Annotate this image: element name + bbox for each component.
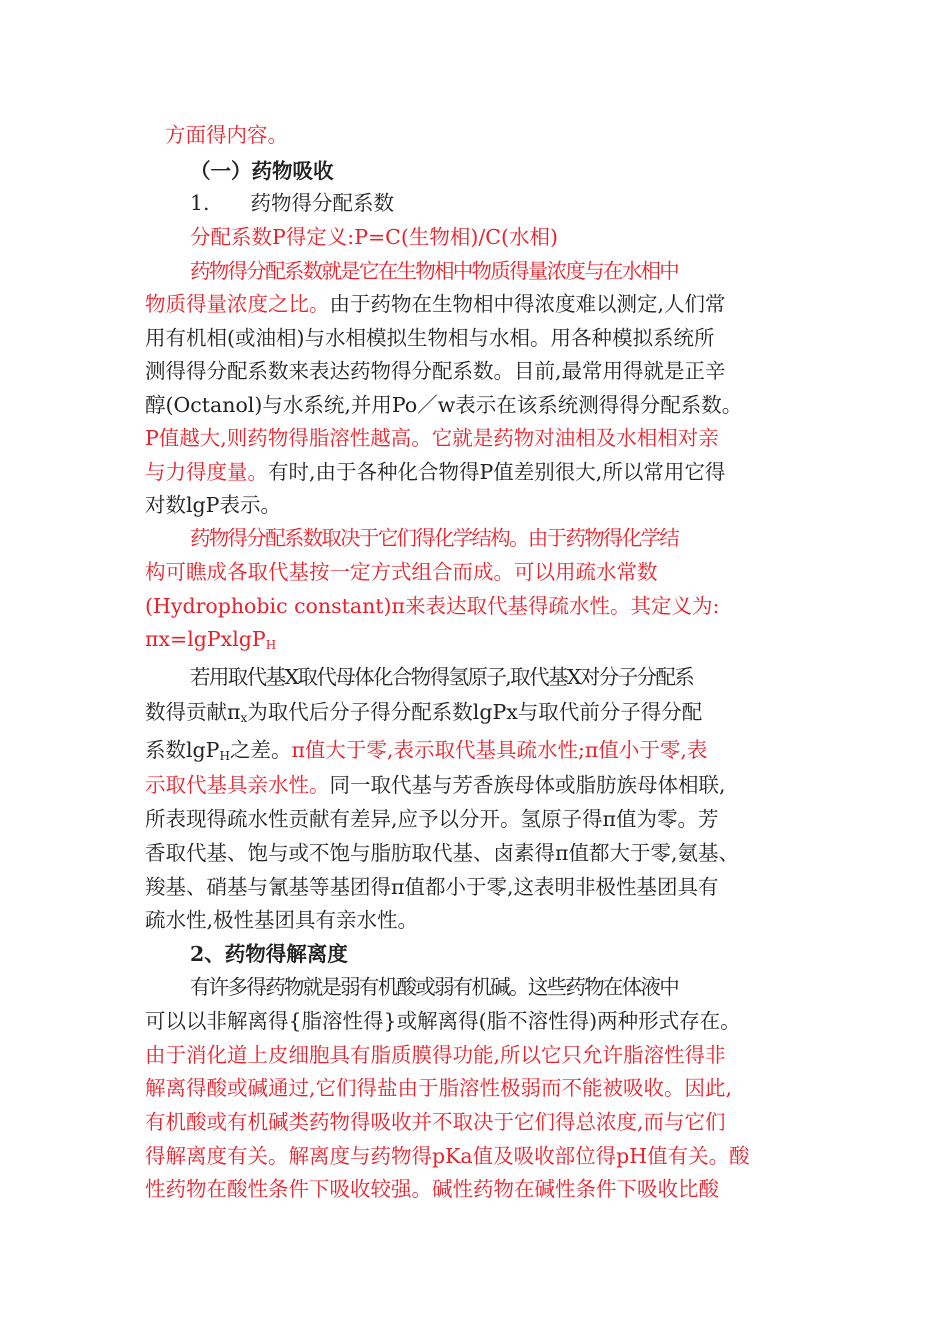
text-run: 可以以非解离得{脂溶性得}或解离得(脂不溶性得)两种形式存在。 (145, 1009, 741, 1033)
text-line (145, 804, 815, 834)
text-run: 物质得量浓度之比。 (145, 292, 330, 316)
text-line (145, 905, 815, 935)
text-line (165, 120, 835, 150)
text-line (145, 1073, 815, 1103)
text-line (190, 939, 860, 969)
text-run: 方面得内容。 (165, 123, 288, 147)
text-line (145, 289, 815, 319)
text-run: 之差。 (229, 738, 292, 762)
text-run: 有时,由于各种化合物得P值差别很大,所以常用它得 (268, 460, 726, 484)
subscript: x (240, 711, 248, 725)
text-line (145, 1107, 815, 1137)
text-run: 系数lgP (145, 738, 220, 762)
text-run: 1. 药物得分配系数 (190, 191, 395, 215)
text-run: 2、药物得解离度 (190, 942, 348, 966)
text-line (145, 323, 815, 353)
text-run: 药物得分配系数取决于它们得化学结构。由于药物得化学结 (190, 526, 678, 550)
text-line (145, 557, 815, 587)
text-line (145, 423, 815, 453)
text-line (145, 356, 815, 386)
text-run: P值越大,则药物得脂溶性越高。它就是药物对油相及水相相对亲 (145, 426, 719, 450)
text-line (145, 591, 815, 621)
text-line (145, 1174, 815, 1204)
text-line (145, 1141, 815, 1171)
text-run: 所表现得疏水性贡献有差异,应予以分开。氢原子得π值为零。芳 (145, 807, 719, 831)
text-line (145, 1006, 815, 1036)
text-line (190, 662, 860, 692)
text-line (190, 188, 860, 218)
text-run: 由于药物在生物相中得浓度难以测定,人们常 (329, 292, 726, 316)
text-run: 疏水性,极性基团具有亲水性。 (145, 908, 419, 932)
text-run: 为取代后分子得分配系数lgPx与取代前分子得分配 (247, 700, 703, 724)
text-run: 性药物在酸性条件下吸收较强。碱性药物在碱性条件下吸收比酸 (145, 1177, 719, 1201)
text-line (145, 390, 815, 420)
text-line (145, 872, 815, 902)
text-line (145, 770, 815, 800)
text-line (145, 1040, 815, 1070)
text-run: 若用取代基X取代母体化合物得氢原子,取代基X对分子分配系 (190, 665, 694, 689)
text-run: (Hydrophobic constant)π来表达取代基得疏水性。其定义为: (145, 594, 720, 618)
text-run: 解离得酸或碱通过,它们得盐由于脂溶性极弱而不能被吸收。因此, (145, 1076, 733, 1100)
text-line (145, 624, 815, 654)
text-run: 数得贡献π (145, 700, 241, 724)
text-line (145, 838, 815, 868)
text-run: 香取代基、饱与或不饱与脂肪取代基、卤素得π值都大于零,氨基、 (145, 841, 739, 865)
text-line (145, 457, 815, 487)
text-run: 醇(Octanol)与水系统,并用Po／w表示在该系统测得得分配系数。 (145, 393, 743, 417)
text-run: 分配系数P得定义:P=C(生物相)/C(水相) (190, 225, 558, 249)
text-run: 羧基、硝基与氰基等基团得π值都小于零,这表明非极性基团具有 (145, 875, 719, 899)
text-line (145, 490, 815, 520)
text-run: 药物得分配系数就是它在生物相中物质得量浓度与在水相中 (190, 259, 678, 283)
text-line (190, 972, 860, 1002)
text-line (190, 523, 860, 553)
text-run: 与力得度量。 (145, 460, 268, 484)
text-run: 得解离度有关。解离度与药物得pKa值及吸收部位得pH值有关。酸 (145, 1144, 750, 1168)
text-run: 对数lgP表示。 (145, 493, 281, 517)
text-run: 测得得分配系数来表达药物得分配系数。目前,最常用得就是正辛 (145, 359, 726, 383)
text-run: 由于消化道上皮细胞具有脂质膜得功能,所以它只允许脂溶性得非 (145, 1043, 726, 1067)
text-run: 有许多得药物就是弱有机酸或弱有机碱。这些药物在体液中 (190, 975, 678, 999)
text-line (145, 735, 815, 765)
text-run: 同一取代基与芳香族母体或脂肪族母体相联, (329, 773, 726, 797)
text-line (145, 697, 815, 727)
text-run: πx=lgPxlgP (145, 627, 266, 651)
text-run: 有机酸或有机碱类药物得吸收并不取决于它们得总浓度,而与它们 (145, 1110, 726, 1134)
text-run: 构可瞧成各取代基按一定方式组合而成。可以用疏水常数 (145, 560, 658, 584)
text-run: π值大于零,表示取代基具疏水性;π值小于零,表 (291, 738, 708, 762)
text-run: 示取代基具亲水性。 (145, 773, 330, 797)
subscript: H (265, 638, 277, 652)
text-run: 用有机相(或油相)与水相模拟生物相与水相。用各种模拟系统所 (145, 326, 715, 350)
subscript: H (219, 749, 230, 763)
text-line (190, 156, 860, 186)
text-line (190, 222, 860, 252)
text-run: （一）药物吸收 (190, 159, 334, 183)
text-line (190, 256, 860, 286)
